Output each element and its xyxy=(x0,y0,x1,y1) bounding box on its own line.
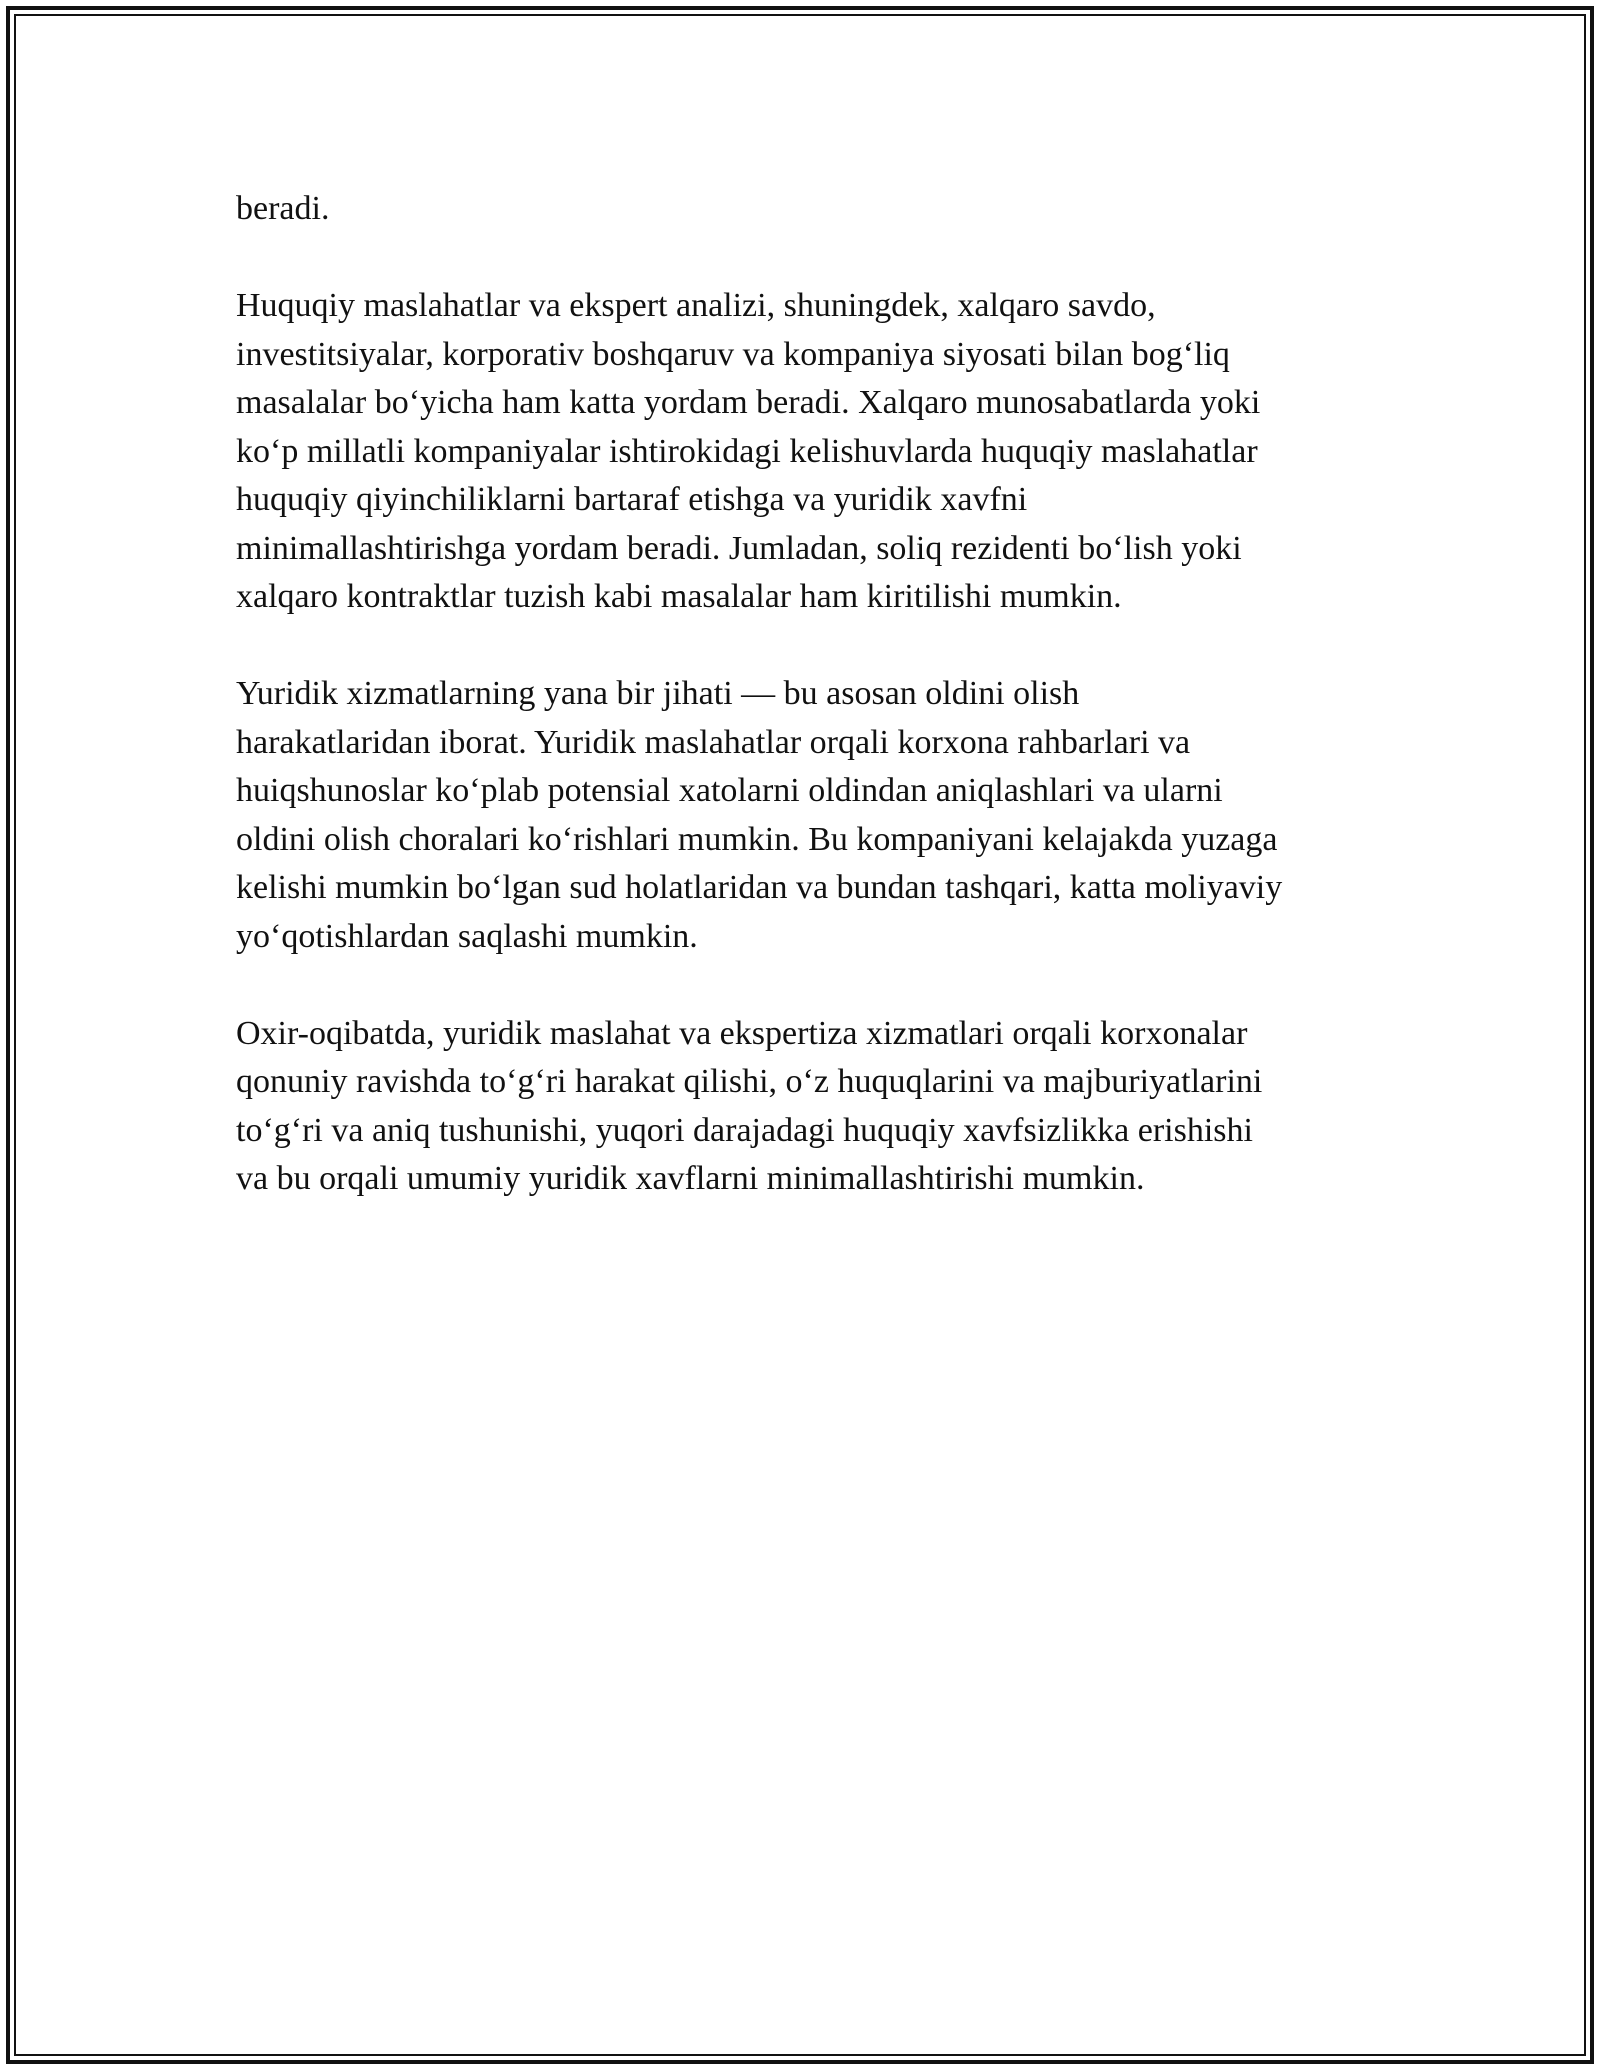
paragraph-conclusion: Oxir-oqibatda, yuridik maslahat va ekspertiza xizmatlari orqali korxonalar qonuniy ravishda to‘g‘ri harakat qilishi, o‘z huquqlarini va majburiyatlarini to‘g‘ri va aniq tushunishi, yuqori darajadagi huquqiy xavfsizlikka erishishi va bu orqali umumiy yuridik xavflarni minimallashtirishi mumkin. xyxy=(236,1014,1263,1197)
document-body xyxy=(236,185,1396,1252)
paragraph-continuation: beradi. xyxy=(236,190,330,227)
paragraph-preventive-services: Yuridik xizmatlarning yana bir jihati — bu asosan oldini olish harakatlaridan iborat. Yuridik maslahatlar orqali korxona rahbarlari va huiqshunoslar ko‘plab potensial xatolarni oldindan aniqlashlari va ularni oldini olish choralari ko‘rishlari mumkin. Bu kompaniyani kelajakda yuzaga kelishi mumkin bo‘lgan sud holatlaridan va bundan tashqari, katta moliyaviy yo‘qotishlardan saqlashi mumkin. xyxy=(236,675,1283,955)
paragraph-legal-advice-international: Huquqiy maslahatlar va ekspert analizi, shuningdek, xalqaro savdo, investitsiyalar, korporativ boshqaruv va kompaniya siyosati bilan bog‘liq masalalar bo‘yicha ham katta yordam beradi. Xalqaro munosabatlarda yoki ko‘p millatli kompaniyalar ishtirokidagi kelishuvlarda huquqiy maslahatlar huquqiy qiyinchiliklarni bartaraf etishga va yuridik xavfni minimallashtirishga yordam beradi. Jumladan, soliq rezidenti bo‘lish yoki xalqaro kontraktlar tuzish kabi masalalar ham kiritilishi mumkin. xyxy=(236,287,1261,615)
